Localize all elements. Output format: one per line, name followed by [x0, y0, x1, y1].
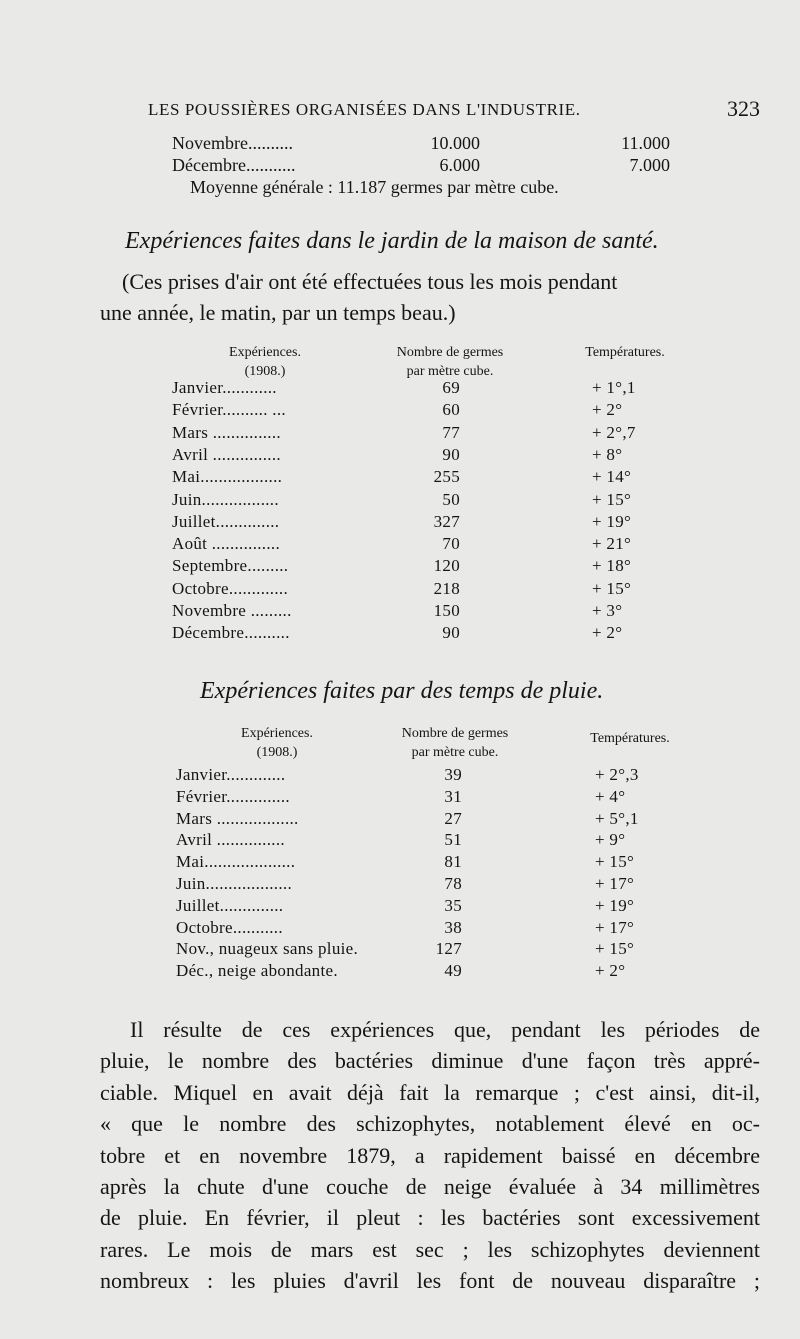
germs-cell: 31 [444, 786, 462, 806]
germs-cell: 77 [442, 422, 460, 442]
table-row [0, 512, 800, 534]
month-cell: Juillet.............. [176, 895, 284, 915]
table-row [0, 809, 800, 831]
germs-cell: 255 [433, 467, 460, 487]
section-title-rainy-weather: Expériences faites par des temps de pluie. [200, 678, 604, 704]
table-row [0, 830, 800, 852]
column-header-temperatures: Températures. [590, 731, 670, 746]
column-header-temperatures: Températures. [585, 345, 665, 360]
temperature-cell: + 2°,3 [595, 765, 639, 784]
temperature-cell: + 15° [595, 852, 635, 872]
germs-cell: 218 [433, 578, 460, 598]
month-cell: Janvier............ [172, 378, 277, 397]
general-mean: Moyenne générale : 11.187 germes par mètre cube. [190, 177, 559, 197]
table-row [0, 896, 800, 918]
month-cell: Juin................... [176, 874, 292, 893]
germs-cell: 35 [444, 895, 462, 915]
carryover-row: Novembre.......... 10.000 11.000 [172, 133, 670, 153]
temperature-cell: + 2° [592, 400, 623, 420]
temperature-cell: + 2° [595, 961, 626, 981]
temperature-cell: + 4° [595, 786, 626, 806]
month-cell: Mars .................. [176, 808, 299, 828]
month-cell: Septembre......... [172, 556, 289, 576]
table-row [0, 490, 800, 512]
temperature-cell: + 15° [595, 939, 635, 959]
germs-cell: 69 [442, 378, 460, 397]
section-title-fine-weather: Expériences faites dans le jardin de la maison de santé. [125, 228, 659, 254]
temperature-cell: + 18° [592, 556, 632, 576]
temperature-cell: + 14° [592, 467, 632, 487]
temperature-cell: + 8° [592, 444, 623, 464]
month-cell: Octobre........... [176, 917, 283, 937]
table-row [0, 467, 800, 489]
table-row [0, 579, 800, 601]
germs-cell: 127 [435, 939, 462, 959]
temperature-cell: + 2° [592, 623, 623, 643]
month-cell: Août ............... [172, 534, 280, 554]
germs-cell: 39 [444, 765, 462, 784]
germs-cell: 90 [442, 444, 460, 464]
table-row [0, 623, 800, 645]
month-cell: Octobre............. [172, 578, 289, 598]
temperature-cell: + 15° [592, 489, 632, 509]
column-header-experiences: Expériences. (1908.) [241, 726, 313, 760]
month-cell: Février.......... ... [172, 400, 286, 420]
germs-cell: 60 [442, 400, 460, 420]
table-row [0, 556, 800, 578]
table-row [0, 852, 800, 874]
table-row [0, 400, 800, 422]
germs-cell: 50 [442, 489, 460, 509]
germs-cell: 81 [444, 852, 462, 872]
table-row [0, 423, 800, 445]
month-cell: Nov., nuageux sans pluie. [176, 939, 359, 959]
page-number: 323 [727, 96, 760, 121]
carryover-row: Décembre........... 6.000 7.000 [172, 155, 670, 175]
month-cell: Janvier............. [176, 765, 286, 784]
page-header [148, 96, 760, 126]
germs-cell: 150 [433, 601, 460, 620]
temperature-cell: + 19° [595, 895, 635, 915]
table-row [0, 445, 800, 467]
month-cell: Avril ............... [176, 830, 285, 850]
temperature-cell: + 17° [595, 874, 635, 893]
month-cell: Juillet.............. [172, 511, 280, 531]
germs-cell: 90 [442, 623, 460, 643]
germs-cell: 327 [433, 511, 460, 531]
temperature-cell: + 2°,7 [592, 422, 636, 442]
body-paragraph: Il résulte de ces expériences que, pendant les périodes de pluie, le nombre des bactéries diminue d'une façon très appré- ciable. Miquel en avait déjà fait la remarque ; c'est ainsi, dit-il, « que le nombre des schizophytes, notablement élevé en oc- tobre et en novembre 1879, a rapidement baissé en décembre après la chute d'une couche de neige évaluée à 34 millimètres de pluie. En février, il pleut : les bactéries sont excessivement rares. Le mois de mars est sec ; les schizophytes deviennent nombreux : les pluies d'avril les font de nouveau disparaître ; [100, 1017, 760, 1294]
month-cell: Mars ............... [172, 422, 281, 442]
temperature-cell: + 1°,1 [592, 378, 636, 397]
month-cell: Février.............. [176, 786, 290, 806]
germs-cell: 27 [444, 808, 462, 828]
germs-cell: 51 [444, 830, 462, 850]
germs-cell: 78 [444, 874, 462, 893]
temperature-cell: + 3° [592, 601, 623, 620]
sampling-note: (Ces prises d'air ont été effectuées tous les mois pendant une année, le matin, par un temps beau.) [100, 269, 618, 325]
temperature-cell: + 5°,1 [595, 808, 639, 828]
temperature-cell: + 9° [595, 830, 626, 850]
germs-cell: 120 [433, 556, 460, 576]
temperature-cell: + 19° [592, 511, 632, 531]
germs-cell: 38 [444, 917, 462, 937]
germs-cell: 70 [442, 534, 460, 554]
month-cell: Juin................. [172, 489, 279, 509]
table-row [0, 939, 800, 961]
temperature-cell: + 21° [592, 534, 632, 554]
table-row [0, 918, 800, 940]
germs-cell: 49 [444, 961, 462, 981]
table-row [0, 874, 800, 896]
table-row [0, 378, 800, 400]
running-title: LES POUSSIÈRES ORGANISÉES DANS L'INDUSTRIE. [148, 100, 581, 119]
month-cell: Mai.................. [172, 467, 283, 487]
table-row [0, 601, 800, 623]
table-row [0, 534, 800, 556]
month-cell: Mai.................... [176, 852, 296, 872]
table-row [0, 787, 800, 809]
month-cell: Avril ............... [172, 444, 281, 464]
temperature-cell: + 15° [592, 578, 632, 598]
table-row [0, 961, 800, 983]
month-cell: Décembre.......... [172, 623, 290, 643]
column-header-germs: Nombre de germes par mètre cube. [401, 726, 509, 760]
table-row [0, 765, 800, 787]
month-cell: Novembre ......... [172, 601, 292, 620]
month-cell: Déc., neige abondante. [176, 961, 338, 981]
column-header-experiences: Expériences. (1908.) [229, 345, 301, 379]
temperature-cell: + 17° [595, 917, 635, 937]
column-header-germs: Nombre de germes par mètre cube. [396, 345, 504, 379]
